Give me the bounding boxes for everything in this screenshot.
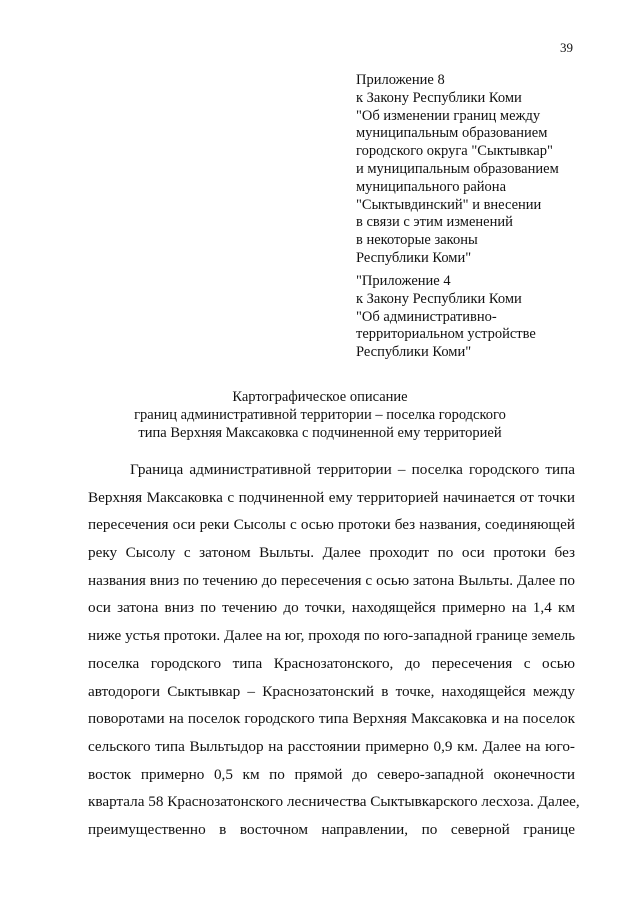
annex-8-line: в связи с этим изменений [356,214,513,231]
body-line: автодороги Сыктывкар – Краснозатонский в точке, находящейся между [88,682,575,700]
annex-8-heading [356,72,626,268]
annex-4-heading [356,273,626,362]
page-number: 39 [560,40,573,55]
annex-8-line: в некоторые законы [356,232,478,249]
body-line: преимущественно в восточном направлении, по северной границе [88,820,575,838]
annex-4-line: к Закону Республики Коми [356,290,522,307]
annex-8-line: Приложение 8 [356,72,445,88]
body-line: Граница административной территории – поселка городского типа [130,461,575,478]
title-line: Картографическое описание [232,389,408,405]
title-line: типа Верхняя Максаковка с подчиненной ему территорией [138,424,502,441]
annex-8-line: "Сыктывдинский" и внесении [356,196,542,213]
body-paragraph [88,456,580,844]
annex-8-line: "Об изменении границ между [356,107,541,124]
body-line: квартала 58 Краснозатонского лесничества Сыктывкарского лесхоза. Далее, [88,793,580,811]
body-line: ниже устья протоки. Далее на юг, проходя по юго-западной границе земель [88,627,576,645]
annex-8-line: Республики Коми" [356,249,472,266]
body-line: названия вниз по течению до пересечения с осью затона Выльты. Далее по [88,571,575,589]
annex-8-line: городского округа "Сыктывкар" [356,143,553,160]
body-line: оси затона вниз по течению до точки, находящейся примерно на 1,4 км [88,599,575,617]
annex-4-line: "Об административно- [356,308,497,325]
annex-8-line: и муниципальным образованием [356,160,559,177]
body-line: пересечения оси реки Сысолы с осью протоки без названия, соединяющей [88,516,575,534]
body-line: Верхняя Максаковка с подчиненной ему территорией начинается от точки [88,488,575,506]
body-line: реку Сысолу с затоном Выльты. Далее проходит по оси протоки без [88,544,575,562]
title-line: границ административной территории – поселка городского [134,406,506,423]
body-line: восток примерно 0,5 км по прямой до северо-западной оконечности [88,765,575,783]
annex-8-line: к Закону Республики Коми [356,89,522,106]
document-title [60,389,580,442]
body-line: поселка городского типа Краснозатонского, до пересечения с осью [88,654,575,672]
annex-4-line: Республики Коми" [356,344,472,361]
body-line: сельского типа Выльтыдор на расстоянии примерно 0,9 км. Далее на юго- [88,737,575,755]
annex-4-line: "Приложение 4 [356,273,451,289]
annex-4-line: территориальном устройстве [356,326,536,343]
body-line: поворотами на поселок городского типа Верхняя Максаковка и на поселок [88,710,575,728]
annex-8-line: муниципальным образованием [356,125,548,142]
annex-8-line: муниципального района [356,178,506,195]
